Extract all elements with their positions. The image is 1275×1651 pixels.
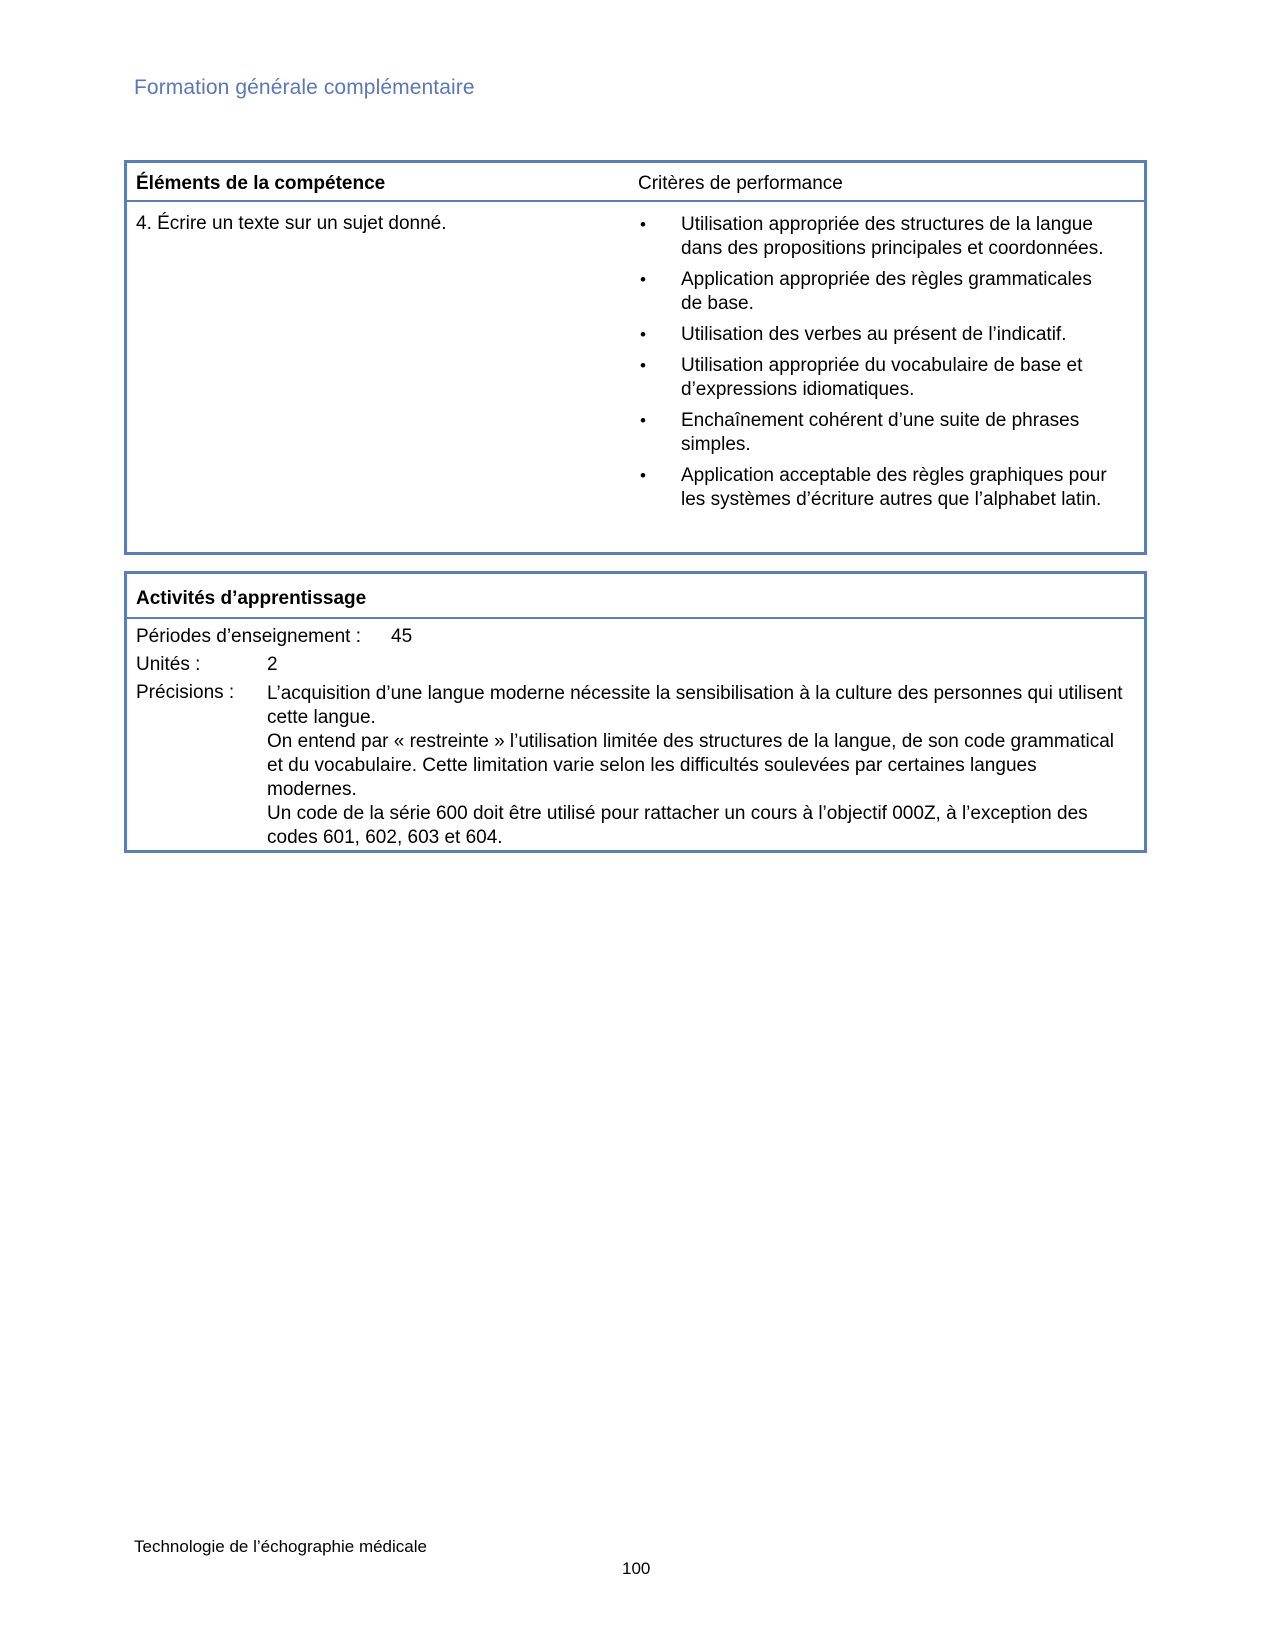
activites-table bbox=[124, 571, 1147, 853]
criteria-list bbox=[638, 213, 1118, 519]
criteria-text: Utilisation des verbes au présent de l’indicatif. bbox=[681, 324, 1067, 345]
precisions-label: Précisions : bbox=[136, 682, 235, 703]
footer-title: Technologie de l’échographie médicale bbox=[134, 1537, 427, 1556]
column-header-criteres: Critères de performance bbox=[638, 173, 843, 194]
criteria-text: Application acceptable des règles graphiques pour les systèmes d’écriture autres que l’alphabet latin. bbox=[681, 465, 1107, 510]
periodes-value: 45 bbox=[391, 626, 413, 647]
precision-paragraph: On entend par « restreinte » l’utilisation limitée des structures de la langue, de son code grammatical et du vocabulaire. Cette limitation varie selon les difficultés soulevées par certaines langues modernes. bbox=[267, 731, 1115, 800]
criteria-item bbox=[638, 464, 1118, 512]
criteria-text: Enchaînement cohérent d’une suite de phrases simples. bbox=[681, 410, 1080, 455]
periodes-label: Périodes d’enseignement : bbox=[136, 626, 361, 647]
criteria-item bbox=[638, 354, 1118, 402]
criteria-text: Application appropriée des règles grammaticales de base. bbox=[681, 269, 1092, 314]
activites-table-header bbox=[127, 574, 1144, 619]
criteria-item bbox=[638, 213, 1118, 261]
criteria-text: Utilisation appropriée des structures de la langue dans des propositions principales et coordonnées. bbox=[681, 214, 1104, 259]
precision-paragraph: L’acquisition d’une langue moderne nécessite la sensibilisation à la culture des personnes qui utilisent cette langue. bbox=[267, 683, 1123, 728]
bullet-icon: • bbox=[640, 466, 646, 485]
criteria-text: Utilisation appropriée du vocabulaire de base et d’expressions idiomatiques. bbox=[681, 355, 1083, 400]
bullet-icon: • bbox=[640, 325, 646, 344]
unites-label: Unités : bbox=[136, 654, 201, 675]
competence-table-header bbox=[127, 163, 1144, 202]
column-header-elements: Éléments de la compétence bbox=[136, 173, 386, 194]
activites-title: Activités d’apprentissage bbox=[136, 588, 367, 609]
bullet-icon: • bbox=[640, 270, 646, 289]
precisions-body bbox=[267, 682, 1125, 850]
criteria-item bbox=[638, 323, 1118, 347]
competence-element: 4. Écrire un texte sur un sujet donné. bbox=[136, 213, 447, 234]
unites-value: 2 bbox=[267, 654, 278, 675]
page-number: 100 bbox=[622, 1559, 651, 1578]
page-header-title: Formation générale complémentaire bbox=[134, 76, 475, 99]
bullet-icon: • bbox=[640, 356, 646, 375]
criteria-item bbox=[638, 409, 1118, 457]
bullet-icon: • bbox=[640, 411, 646, 430]
criteria-item bbox=[638, 268, 1118, 316]
precision-paragraph: Un code de la série 600 doit être utilisé pour rattacher un cours à l’objectif 000Z, à l’exception des codes 601, 602, 603 et 604. bbox=[267, 803, 1088, 848]
bullet-icon: • bbox=[640, 215, 646, 234]
competence-table bbox=[124, 160, 1147, 555]
